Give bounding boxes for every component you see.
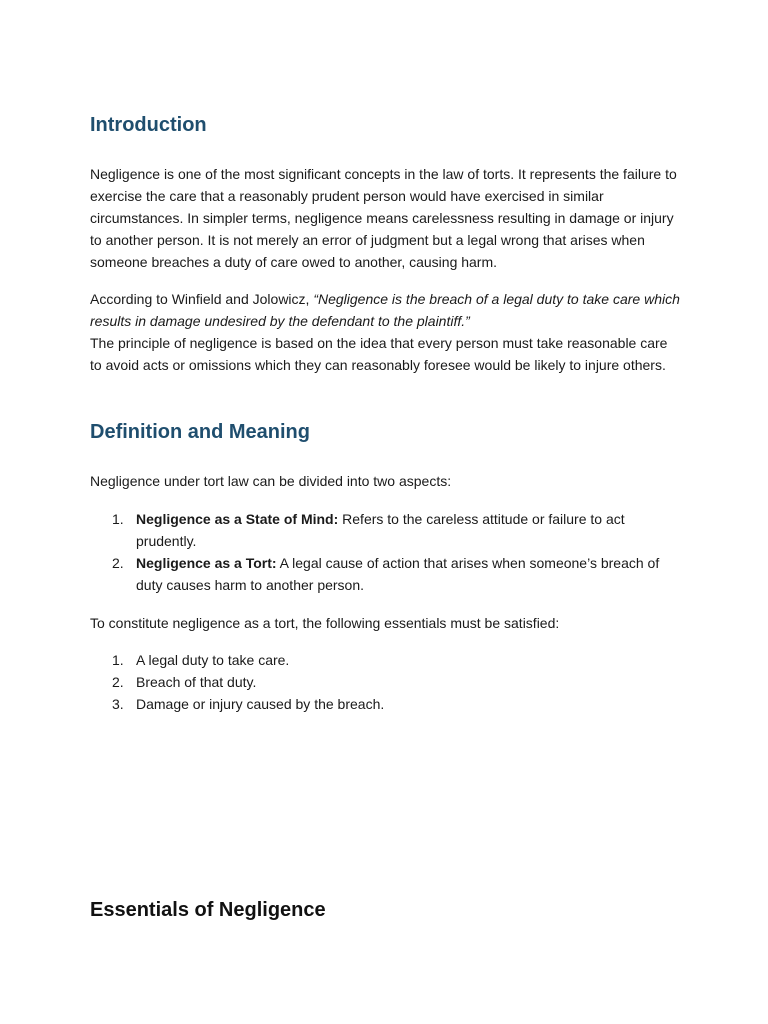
- list-number: 2.: [112, 555, 124, 571]
- essential-text: Damage or injury caused by the breach.: [136, 696, 385, 712]
- essentials-heading: Essentials of Negligence: [90, 899, 326, 921]
- aspects-list: [90, 508, 680, 596]
- list-item: [90, 671, 680, 693]
- essential-text: Breach of that duty.: [136, 674, 257, 690]
- aspect-text: A legal cause of action that arises when someone’s breach of duty causes harm to another person.: [136, 555, 660, 593]
- introduction-paragraph-1: Negligence is one of the most significant concepts in the law of torts. It represents the failure to exercise the care that a reasonably prudent person would have exercised in similar circumstances. In simpler terms, negligence means carelessness resulting in damage or injury to another person. It is not merely an error of judgment but a legal wrong that arises when someone breaches a duty of care owed to another, causing harm.: [90, 166, 677, 270]
- list-number: 2.: [112, 674, 124, 690]
- essentials-intro: To constitute negligence as a tort, the following essentials must be satisfied:: [90, 615, 560, 631]
- definition-intro: Negligence under tort law can be divided into two aspects:: [90, 473, 452, 489]
- list-number: 1.: [112, 511, 124, 527]
- paragraph-2-lead: According to Winfield and Jolowicz,: [90, 291, 314, 307]
- list-item: [90, 552, 680, 596]
- paragraph-2-rest: The principle of negligence is based on the idea that every person must take reasonable care to avoid acts or omissions which they can reasonably foresee would be likely to injure others.: [90, 335, 668, 373]
- introduction-paragraph-2: [90, 288, 680, 376]
- aspect-title: Negligence as a Tort:: [136, 555, 277, 571]
- aspect-text: Refers to the careless attitude or failure to act prudently.: [136, 511, 625, 549]
- list-item: [90, 649, 680, 671]
- definition-heading: Definition and Meaning: [90, 421, 310, 443]
- essential-text: A legal duty to take care.: [136, 652, 290, 668]
- list-number: 1.: [112, 652, 124, 668]
- essentials-list: [90, 649, 680, 715]
- introduction-heading: Introduction: [90, 114, 207, 136]
- list-item: [90, 693, 680, 715]
- winfield-quote: “Negligence is the breach of a legal duty to take care which results in damage undesired by the defendant to the plaintiff.”: [90, 291, 680, 329]
- list-number: 3.: [112, 696, 124, 712]
- list-item: [90, 508, 680, 552]
- aspect-title: Negligence as a State of Mind:: [136, 511, 339, 527]
